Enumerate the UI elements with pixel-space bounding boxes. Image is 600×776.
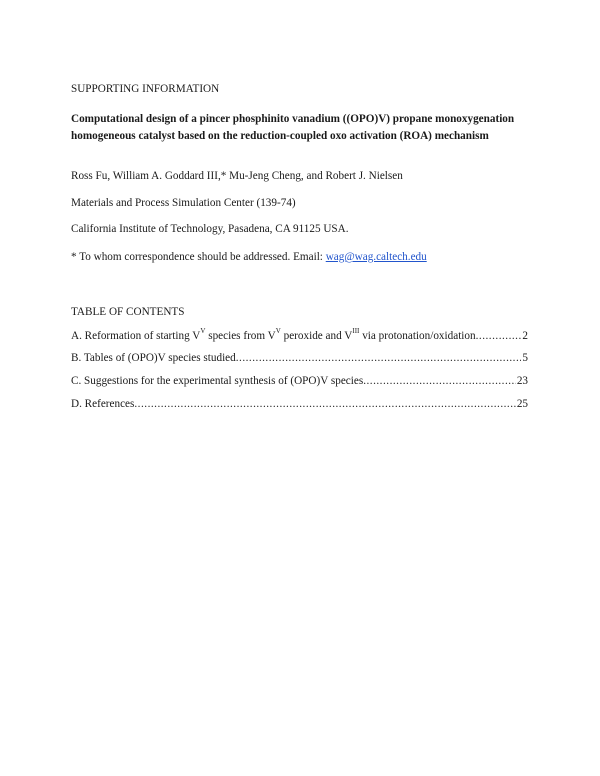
toc-leader-dots (476, 329, 522, 343)
toc-leader-dots (236, 351, 522, 365)
toc-page-number: 5 (522, 352, 528, 364)
email-link[interactable]: wag@wag.caltech.edu (325, 251, 427, 263)
address: California Institute of Technology, Pasadena, CA 91125 USA. (71, 223, 349, 235)
toc-item-a[interactable] (71, 329, 528, 343)
toc-item-c[interactable] (71, 374, 528, 388)
section-heading: SUPPORTING INFORMATION (71, 83, 220, 95)
authors: Ross Fu, William A. Goddard III,* Mu-Jeng Cheng, and Robert J. Nielsen (71, 170, 403, 182)
correspondence-text: * To whom correspondence should be addressed. Email: (71, 251, 326, 263)
toc-item-b[interactable] (71, 351, 528, 365)
toc-page-number: 23 (516, 375, 528, 387)
toc-item-label: D. References (71, 398, 135, 410)
paper-title: Computational design of a pincer phosphinito vanadium ((OPO)V) propane monoxygenation homogeneous catalyst based on the reduction-coupled oxo activation (ROA) mechanism (71, 113, 515, 142)
toc-item-label: B. Tables of (OPO)V species studied (71, 352, 236, 364)
toc-page-number: 25 (516, 398, 528, 410)
toc-item-label: C. Suggestions for the experimental synthesis of (OPO)V species (71, 375, 364, 387)
toc-item-label: A. Reformation of starting $V^V$ species from $V^V$ peroxide and $V^{III}$ via protonation/oxidation (71, 327, 476, 342)
correspondence-note (71, 250, 427, 264)
toc-leader-dots (134, 397, 515, 411)
toc-heading: TABLE OF CONTENTS (71, 306, 185, 318)
toc-item-d[interactable] (71, 397, 528, 411)
toc-page-number: 2 (522, 330, 528, 342)
toc-leader-dots (363, 374, 516, 388)
affiliation: Materials and Process Simulation Center (139-74) (71, 197, 296, 209)
